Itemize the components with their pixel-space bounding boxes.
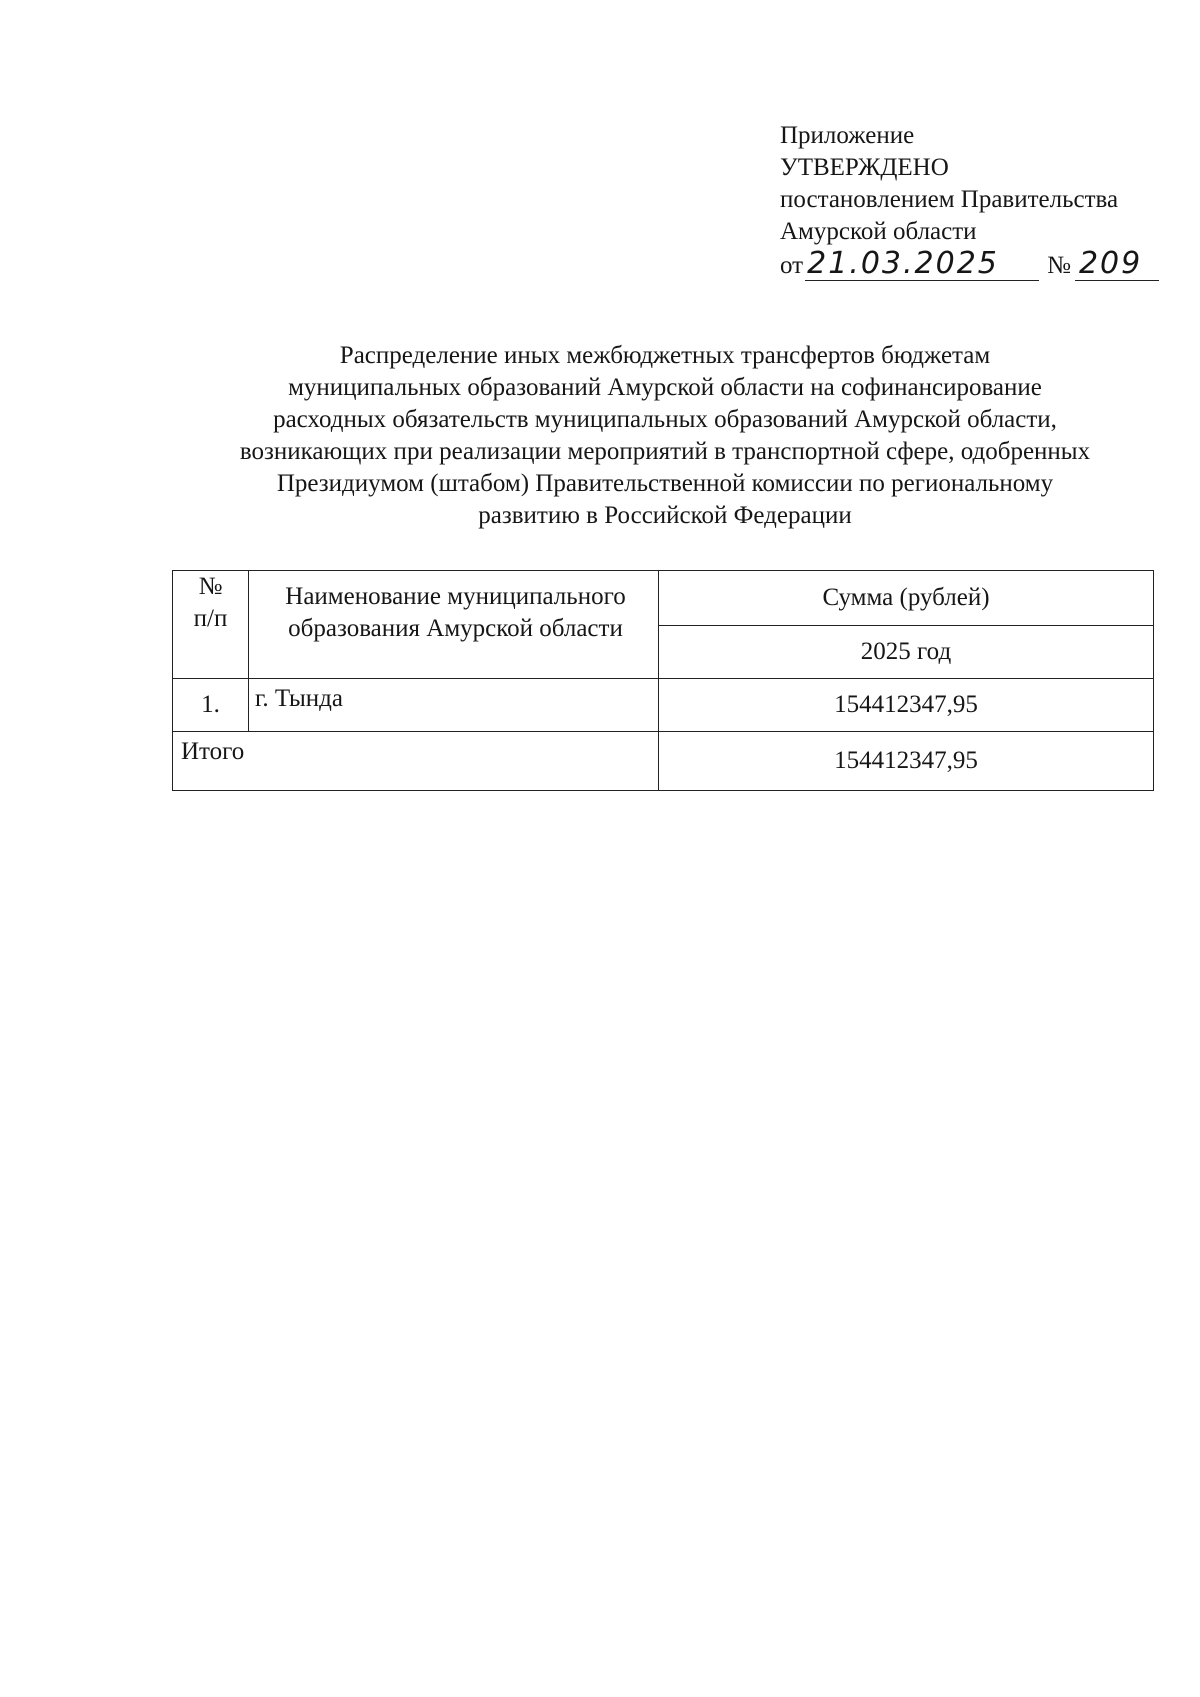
date-number-line [780, 248, 1159, 282]
row-amount-cell: 154412347,95 [659, 679, 1154, 732]
handwritten-date: 21.03.2025 [805, 248, 1039, 281]
header-num-symbol: № [198, 573, 223, 600]
resolution-label: постановлением Правительства [780, 186, 1119, 213]
title-line: Президиумом (штабом) Правительственной комиссии по региональному [276, 470, 1054, 497]
header-year-cell: 2025 год [659, 626, 1154, 679]
title-line: расходных обязательств муниципальных образований Амурской области, [273, 406, 1057, 433]
header-name-cell [249, 571, 659, 679]
appendix-label: Приложение [780, 122, 915, 149]
title-line: развитию в Российской Федерации [478, 502, 852, 529]
total-label-cell: Итого [173, 732, 659, 791]
row-num-cell: 1. [173, 679, 249, 732]
header-num-cell [173, 571, 249, 679]
distribution-table [172, 570, 1154, 791]
row-name-cell: г. Тында [249, 679, 659, 732]
table-row [173, 679, 1154, 732]
header-num-abbr: п/п [193, 605, 228, 632]
region-label: Амурской области [780, 218, 977, 245]
handwritten-number: 209 [1075, 248, 1159, 281]
header-sum-cell: Сумма (рублей) [659, 571, 1154, 626]
title-line: возникающих при реализации мероприятий в транспортной сфере, одобренных [239, 438, 1091, 465]
table-total-row [173, 732, 1154, 791]
approval-block [780, 120, 1159, 282]
total-amount-cell: 154412347,95 [659, 732, 1154, 791]
title-line: муниципальных образований Амурской области на софинансирование [288, 374, 1042, 401]
table-header-row [173, 571, 1154, 626]
header-name-line1: Наименование муниципального [285, 583, 626, 610]
title-line: Распределение иных межбюджетных трансфертов бюджетам [339, 342, 991, 369]
document-title [170, 340, 1160, 532]
number-sign: № [1047, 252, 1071, 279]
header-name-line2: образования Амурской области [288, 615, 623, 642]
approved-label: УТВЕРЖДЕНО [780, 154, 949, 181]
from-label: от [780, 252, 804, 279]
